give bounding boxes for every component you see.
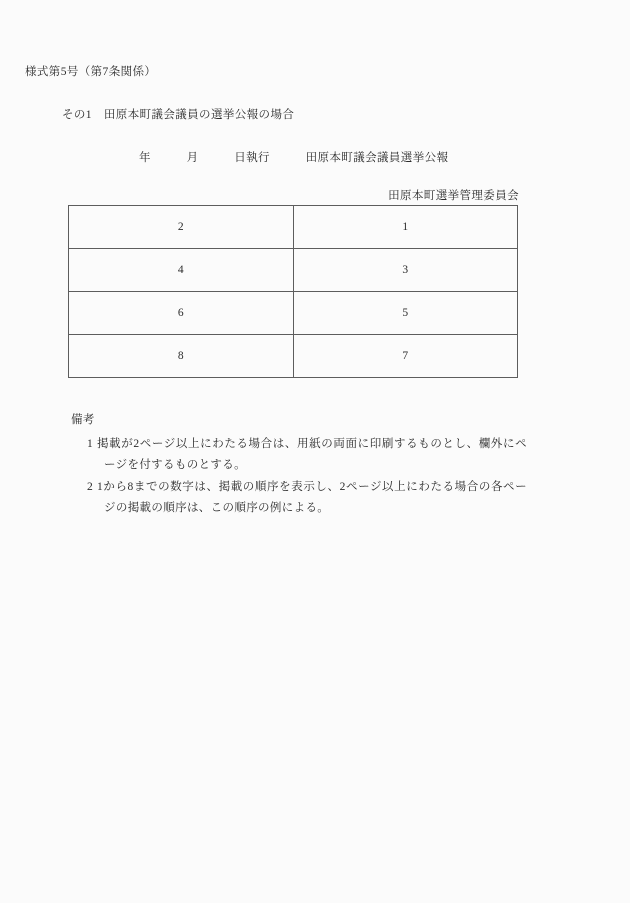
table-row xyxy=(69,206,518,249)
table-row xyxy=(69,249,518,292)
table-cell-left: 4 xyxy=(69,249,294,292)
section-subheading: その1 田原本町議会議員の選挙公報の場合 xyxy=(62,109,295,121)
form-number-heading: 様式第5号（第7条関係） xyxy=(25,66,157,78)
page-layout-order-table xyxy=(68,205,518,378)
remark-item xyxy=(0,434,630,475)
table-cell-right: 5 xyxy=(293,292,518,335)
table-cell-right: 3 xyxy=(293,249,518,292)
election-committee-name: 田原本町選挙管理委員会 xyxy=(388,190,519,202)
remarks-list xyxy=(0,434,630,520)
remark-item-text: 1から8までの数字は、掲載の順序を表示し、2ページ以上にわたる場合の各ページの掲載の順序は、この順序の例による。 xyxy=(97,481,527,514)
table-cell-right: 1 xyxy=(293,206,518,249)
table-cell-right: 7 xyxy=(293,335,518,378)
remark-item-text: 掲載が2ページ以上にわたる場合は、用紙の両面に印刷するものとし、欄外にページを付するものとする。 xyxy=(97,438,527,471)
table-body xyxy=(69,206,518,378)
table-cell-left: 2 xyxy=(69,206,294,249)
remark-item xyxy=(0,477,630,518)
table-row xyxy=(69,292,518,335)
table-cell-left: 6 xyxy=(69,292,294,335)
remark-item-number: 2 xyxy=(87,481,94,493)
bulletin-title-line: 年 月 日執行 田原本町議会議員選挙公報 xyxy=(139,152,449,164)
remark-item-number: 1 xyxy=(87,438,94,450)
table-row xyxy=(69,335,518,378)
table-cell-left: 8 xyxy=(69,335,294,378)
remarks-heading: 備考 xyxy=(71,414,95,426)
